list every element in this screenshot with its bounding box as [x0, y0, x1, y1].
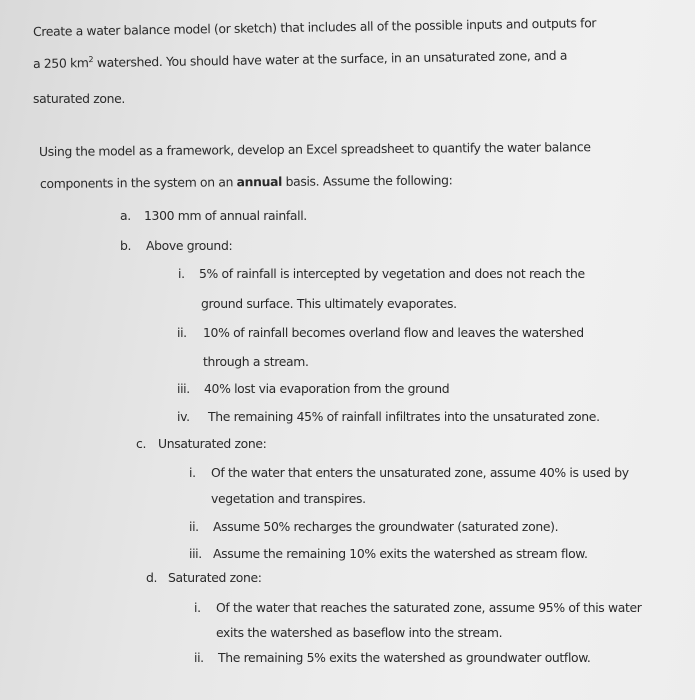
superscript-2: 2 [88, 55, 94, 65]
sub-item-text: 40% lost via evaporation from the ground [204, 381, 450, 396]
list-item-b [120, 238, 232, 254]
sub-item-text: Of the water that enters the unsaturated zone, assume 40% is used by [211, 465, 629, 480]
sub-item-text: The remaining 45% of rainfall infiltrates into the unsaturated zone. [208, 409, 600, 424]
sub-marker: ii. [194, 650, 204, 665]
sub-item-c-i [189, 465, 629, 481]
list-item-text: Saturated zone: [168, 570, 262, 585]
list-item-text: 1300 mm of annual rainfall. [144, 208, 307, 223]
framework-line-2-post: basis. Assume the following: [281, 172, 453, 189]
sub-marker: i. [178, 266, 185, 281]
sub-marker: ii. [189, 519, 199, 534]
sub-item-text: Of the water that reaches the saturated zone, assume 95% of this water [216, 600, 642, 615]
sub-item-text: The remaining 5% exits the watershed as groundwater outflow. [218, 650, 591, 665]
sub-item-b-iii [177, 381, 449, 397]
sub-item-d-i-cont: exits the watershed as baseflow into the stream. [216, 625, 503, 640]
emphasis-annual: annual [236, 173, 283, 190]
sub-item-c-iii [189, 546, 588, 562]
list-item-c [136, 436, 266, 452]
sub-item-text: Assume 50% recharges the groundwater (saturated zone). [213, 519, 559, 534]
sub-marker: iii. [177, 381, 190, 396]
sub-item-b-ii-cont: through a stream. [203, 354, 309, 369]
sub-item-b-iv [177, 409, 600, 425]
sub-item-text: 10% of rainfall becomes overland flow and leaves the watershed [203, 325, 584, 340]
list-item-text: Above ground: [146, 238, 233, 253]
list-item-text: Unsaturated zone: [158, 436, 267, 451]
sub-marker: iii. [189, 546, 202, 561]
list-marker: a. [120, 208, 131, 223]
sub-marker: iv. [177, 409, 190, 424]
framework-line-1: Using the model as a framework, develop an Excel spreadsheet to quantify the water balance [38, 139, 591, 159]
list-item-a [120, 208, 307, 224]
sub-item-c-ii [189, 519, 558, 535]
sub-item-text: Assume the remaining 10% exits the watershed as stream flow. [213, 546, 588, 561]
framework-line-2-pre: components in the system on an [39, 174, 237, 191]
intro-line-1: Create a water balance model (or sketch) that includes all of the possible inputs and outputs for [32, 15, 597, 39]
framework-line-2 [40, 172, 453, 192]
sub-item-d-i [194, 600, 642, 616]
list-marker: d. [146, 570, 158, 585]
sub-item-b-i-cont: ground surface. This ultimately evaporates. [201, 296, 457, 311]
sub-item-text: 5% of rainfall is intercepted by vegetation and does not reach the [199, 266, 585, 281]
sub-item-d-ii [194, 650, 591, 666]
intro-line-3: saturated zone. [33, 91, 125, 106]
intro-line-2 [33, 48, 567, 72]
intro-line-2-pre: a 250 km [32, 55, 89, 71]
sub-item-b-i [178, 266, 585, 282]
list-item-d [146, 570, 262, 586]
sub-marker: ii. [177, 325, 187, 340]
list-marker: c. [136, 436, 147, 451]
sub-marker: i. [194, 600, 201, 615]
sub-item-b-ii [177, 325, 584, 341]
intro-line-2-post: watershed. You should have water at the surface, in an unsaturated zone, and a [93, 47, 568, 71]
sub-item-c-i-cont: vegetation and transpires. [211, 491, 366, 506]
list-marker: b. [120, 238, 132, 253]
sub-marker: i. [189, 465, 196, 480]
